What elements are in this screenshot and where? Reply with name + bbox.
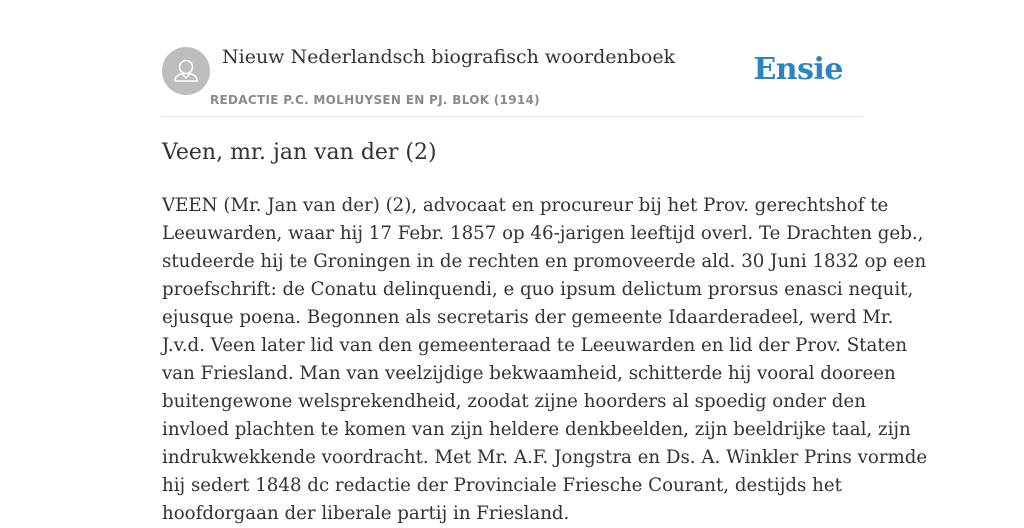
body-line: hij sedert 1848 dc redactie der Provinciale Friesche Courant, destijds het <box>162 475 842 496</box>
ensie-logo[interactable]: Ensie <box>753 52 843 87</box>
body-line: invloed plachten te komen van zijn heldere denkbeelden, zijn beeldrijke taal, zijn <box>162 419 911 440</box>
body-line: hoofdorgaan der liberale partij in Friesland. <box>162 503 570 524</box>
avatar[interactable] <box>162 47 210 95</box>
entry-body <box>162 192 928 528</box>
book-title[interactable]: Nieuw Nederlandsch biografisch woordenboek <box>222 46 676 68</box>
body-line: buitengewone welsprekendheid, zoodat zijne hoorders al spoedig onder den <box>162 391 866 412</box>
body-line: Leeuwarden, waar hij 17 Febr. 1857 op 46-jarigen leeftijd overl. Te Drachten geb., <box>162 223 924 244</box>
body-line: ejusque poena. Begonnen als secretaris der gemeente Idaarderadeel, werd Mr. <box>162 307 894 328</box>
user-icon <box>162 47 210 95</box>
body-line: VEEN (Mr. Jan van der) (2), advocaat en procureur bij het Prov. gerechtshof te <box>162 195 889 216</box>
entry-title: Veen, mr. jan van der (2) <box>162 140 437 165</box>
body-line: studeerde hij te Groningen in de rechten en promoveerde ald. 30 Juni 1832 op een <box>162 251 927 272</box>
body-line: indrukwekkende voordracht. Met Mr. A.F. Jongstra en Ds. A. Winkler Prins vormde <box>162 447 928 468</box>
book-header <box>162 46 862 117</box>
body-line: proefschrift: de Conatu delinquendi, e quo ipsum delictum prorsus enasci nequit, <box>162 279 914 300</box>
body-line: van Friesland. Man van veelzijdige bekwaamheid, schitterde hij vooral dooreen <box>162 363 896 384</box>
body-line: J.v.d. Veen later lid van den gemeenteraad te Leeuwarden en lid der Prov. Staten <box>162 335 908 356</box>
book-editors: REDACTIE P.C. MOLHUYSEN EN PJ. BLOK (1914) <box>210 93 540 107</box>
